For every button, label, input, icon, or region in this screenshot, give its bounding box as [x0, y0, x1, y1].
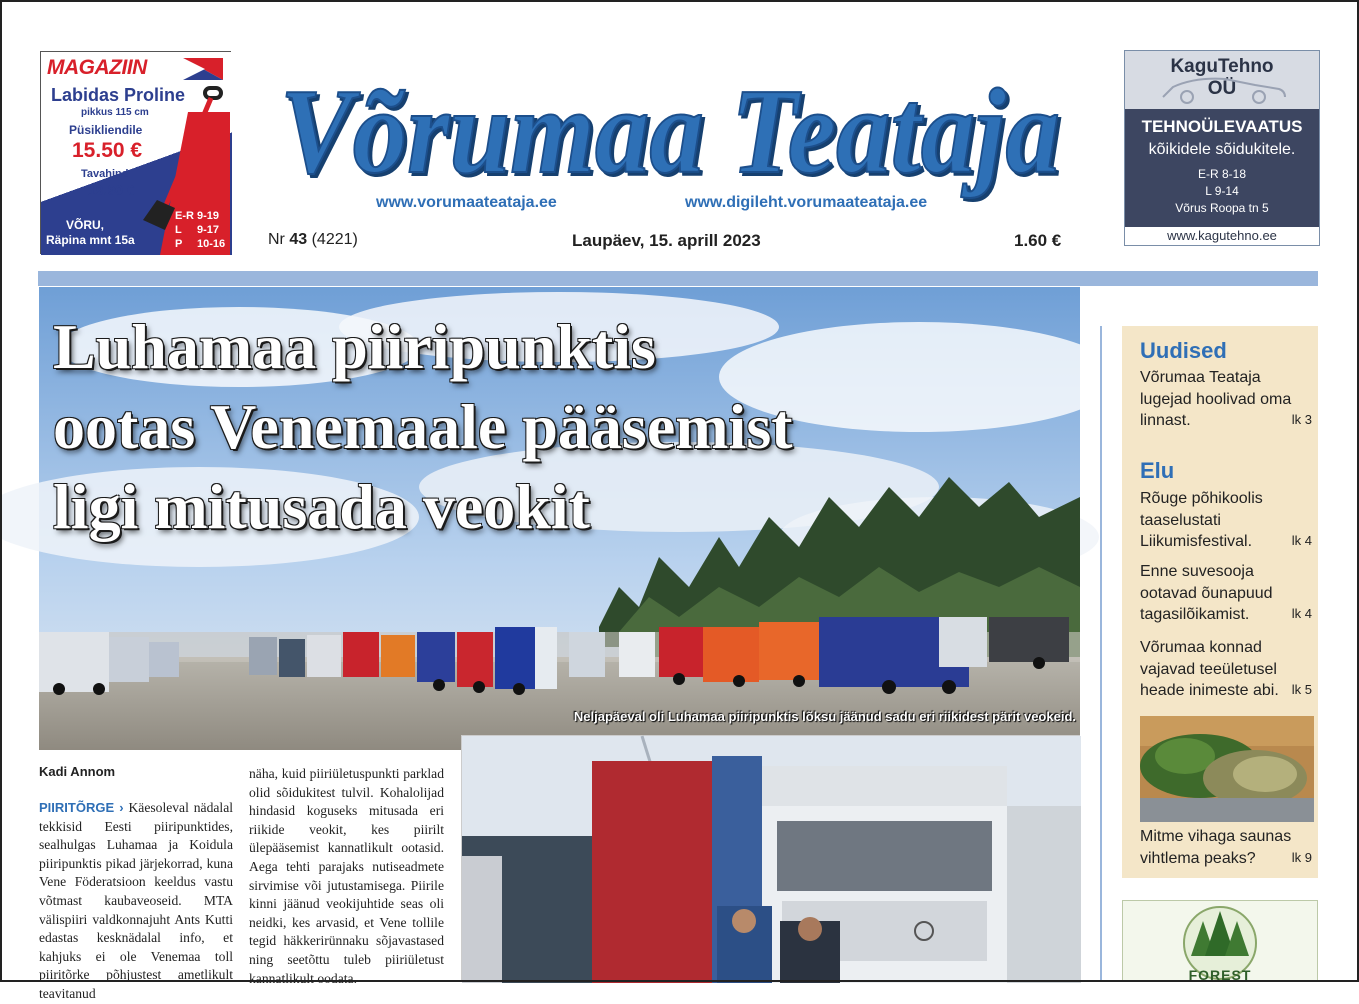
- teaser-item[interactable]: Rõuge põhikoolis taaselustati Liikumisfestival. lk 4: [1140, 490, 1312, 550]
- teaser-item[interactable]: Enne suvesooja ootavad õunapuud tagasilõikamist. lk 4: [1140, 563, 1312, 623]
- teaser-item[interactable]: Võrumaa Teataja lugejad hoolivad oma linnast. lk 3: [1140, 369, 1312, 429]
- article-kicker: PIIRITÕRGE ›: [39, 800, 124, 815]
- forest-ad[interactable]: [1122, 900, 1318, 982]
- drivers-photo: [461, 735, 1080, 982]
- ad-subline: kõikidele sõidukitele.: [1148, 141, 1296, 158]
- ad-regular-label: Tavahind: [81, 168, 129, 180]
- photo-caption: Neljapäeval oli Luhamaa piiripunktis lõksu jäänud sadu eri riikidest pärit veokeid.: [573, 709, 1076, 724]
- ad-city: VÕRU,: [66, 218, 105, 232]
- lead-photo: [39, 287, 1080, 750]
- section-elu: Elu: [1140, 458, 1175, 483]
- forest-ad-label: FOREST: [1188, 967, 1252, 983]
- ad-brand: MAGAZIIN: [47, 56, 147, 79]
- issue-price: 1.60 €: [1014, 231, 1062, 250]
- ad-headline: TEHNOÜLEVAATUS: [1141, 117, 1303, 136]
- issue-date: Laupäev, 15. aprill 2023: [572, 231, 761, 250]
- sauna-photo: [1140, 716, 1314, 822]
- ad-hours: E-R 9-19 L 9-17 P 10-16: [175, 210, 226, 250]
- magaziin-ad[interactable]: [40, 51, 231, 254]
- truck-drivers-photo: [462, 736, 1081, 983]
- article-column-1: PIIRITÕRGE › Käesoleval nädalal tekkisid Eesti piiripunktides, sealhulgas Luhamaa ja Koidula piiripunktis pikad järjekorrad, kuna Vene Föderatsioon keeldus vastu võtmast kaubaveoseid. MTA välispiiri valdkonnajuht Ants Kutti edastas kesknädalal info, et kahjuks ei ole Venemaa toll piiritõrke põhjustest ametlikult teavitanud: [39, 800, 233, 1001]
- ad-product-size: pikkus 115 cm: [81, 107, 149, 118]
- ad-regular-price: 19.90 €: [88, 182, 135, 198]
- article-author: Kadi Annom: [39, 764, 116, 779]
- lead-headline: Luhamaa piiripunktis ootas Venemaale pääsemist ligi mitusada veokit: [53, 311, 793, 542]
- ad-address: Räpina mnt 15a: [46, 233, 135, 247]
- digital-edition-link[interactable]: www.digileht.vorumaateataja.ee: [685, 194, 928, 211]
- car-icon: [1155, 75, 1289, 105]
- ad-product: Labidas Proline: [51, 85, 186, 105]
- issue-number: Nr 43 (4221): [268, 231, 358, 248]
- teaser-item[interactable]: Mitme vihaga saunas vihtlema peaks? lk 9: [1140, 828, 1312, 867]
- sidebar-rule: [1100, 326, 1102, 982]
- ad-website[interactable]: www.kagutehno.ee: [1167, 228, 1277, 243]
- ad-hours: E-R 8-18 L 9-14 Võrus Roopa tn 5: [1175, 167, 1269, 215]
- ad-loyal-price: 15.50 €: [72, 139, 143, 162]
- sauna-whisk-thumbnail[interactable]: [1140, 716, 1314, 822]
- masthead-title-graphic: [270, 50, 1070, 200]
- teaser-item[interactable]: Võrumaa konnad vajavad teeületusel heade inimeste abi. lk 5: [1140, 639, 1312, 699]
- section-uudised: Uudised: [1140, 338, 1227, 363]
- header-divider: [38, 271, 1318, 286]
- masthead-logo: [270, 50, 1070, 200]
- ad-loyal-label: Püsikliendile: [69, 123, 143, 137]
- website-link[interactable]: www.vorumaateataja.ee: [376, 194, 557, 211]
- masthead-title: Võrumaa Teataja: [280, 64, 1060, 199]
- kagutehno-ad[interactable]: [1124, 50, 1320, 246]
- flag-icon: [183, 58, 223, 80]
- ad-brand: KaguTehno OÜ: [1170, 56, 1274, 99]
- article-column-2: näha, kuid piiriületuspunkti parklad olid sõidukitest tulvil. Kohalolijad hindasid koguseks mitusada eri riikide veokit, kes piirilt ülepääsemist kannatlikult ootasid. Aega tehti parajaks nutiseadmete sirvimise või jutustamisega. Piirile kinni jäänud veokijuhtide seas oli neidki, kes arvasid, et Vene tollile tegid häkkerirünnaku sõjavastased ning seetõttu tuleb piiriületust kannatlikult oodata.: [249, 766, 444, 986]
